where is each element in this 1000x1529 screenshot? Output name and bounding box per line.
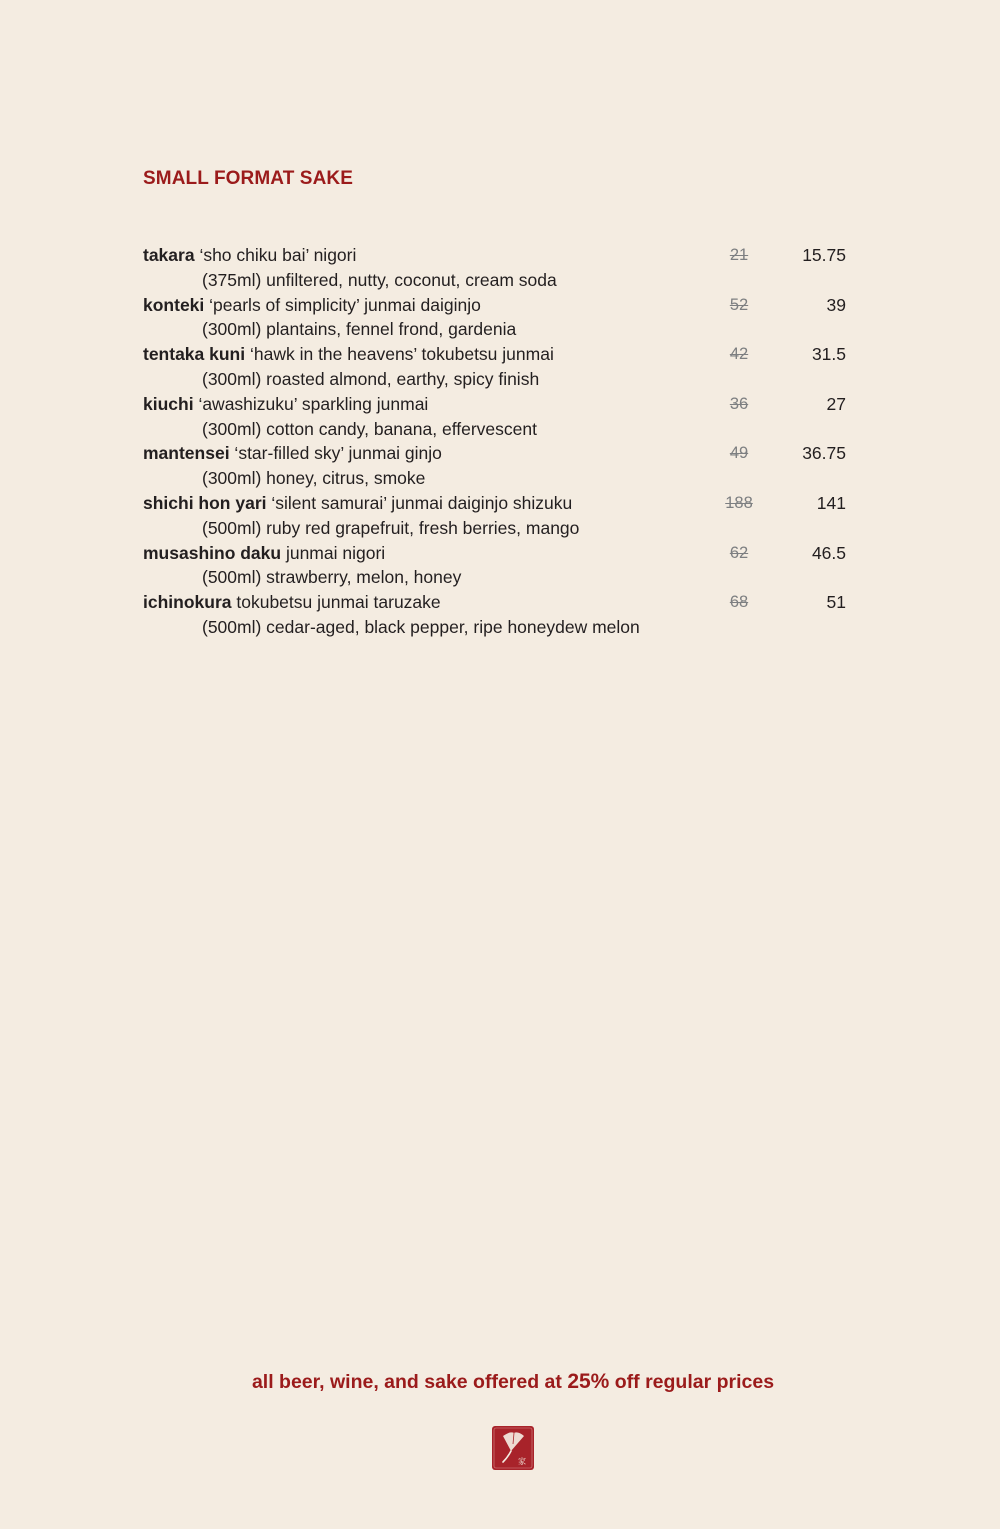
sake-description: (500ml) ruby red grapefruit, fresh berries, mango bbox=[202, 517, 580, 538]
sake-name: kiuchi bbox=[143, 393, 194, 414]
sake-description: (500ml) strawberry, melon, honey bbox=[202, 567, 462, 588]
sake-description: (300ml) honey, citrus, smoke bbox=[202, 468, 426, 489]
discount-note-lead: all beer, wine, and sake offered at bbox=[251, 1371, 568, 1393]
ginkgo-leaf-seal-icon bbox=[490, 1424, 536, 1472]
sake-name: mantensei bbox=[143, 443, 230, 464]
regular-price: 188 bbox=[725, 493, 753, 512]
sake-name: takara bbox=[143, 245, 195, 265]
regular-price: 49 bbox=[729, 444, 749, 463]
discount-note bbox=[0, 1370, 1000, 1394]
discount-price: 27 bbox=[826, 393, 846, 414]
discount-price: 46.5 bbox=[811, 542, 846, 563]
sake-description: (500ml) cedar-aged, black pepper, ripe honeydew melon bbox=[202, 616, 640, 637]
discount-price: 141 bbox=[816, 492, 846, 513]
discount-price: 15.75 bbox=[802, 245, 846, 265]
discount-price: 31.5 bbox=[811, 344, 846, 365]
discount-percent: 25% bbox=[567, 1370, 610, 1393]
menu-item-tentaka-kuni bbox=[143, 342, 853, 392]
menu-item-shichi-hon-yari bbox=[143, 491, 853, 541]
sake-style: ‘star-filled sky’ junmai ginjo bbox=[229, 443, 442, 464]
discount-price: 36.75 bbox=[802, 443, 846, 464]
regular-price: 68 bbox=[729, 593, 749, 612]
discount-price: 51 bbox=[826, 592, 846, 613]
sake-menu-list bbox=[143, 243, 853, 640]
discount-price: 39 bbox=[826, 294, 846, 315]
sake-style: ‘sho chiku bai’ nigori bbox=[194, 245, 357, 265]
sake-style: ‘hawk in the heavens’ tokubetsu junmai bbox=[245, 344, 554, 365]
menu-item-mantensei bbox=[143, 441, 853, 491]
sake-name: shichi hon yari bbox=[143, 492, 267, 513]
regular-price: 52 bbox=[729, 295, 749, 314]
regular-price: 21 bbox=[729, 246, 749, 264]
sake-name: ichinokura bbox=[143, 592, 232, 613]
sake-style: tokubetsu junmai taruzake bbox=[231, 592, 441, 613]
regular-price: 42 bbox=[729, 345, 749, 364]
sake-name: konteki bbox=[143, 294, 205, 315]
menu-item-takara bbox=[143, 243, 853, 293]
menu-item-musashino-daku bbox=[143, 541, 853, 591]
seal-glyph: 家 bbox=[518, 1457, 526, 1466]
menu-item-konteki bbox=[143, 293, 853, 343]
sake-description: (300ml) roasted almond, earthy, spicy finish bbox=[202, 368, 540, 389]
sake-style: ‘pearls of simplicity’ junmai daiginjo bbox=[204, 294, 481, 315]
sake-name: tentaka kuni bbox=[143, 344, 246, 365]
discount-note-tail: off regular prices bbox=[609, 1371, 775, 1393]
sake-style: junmai nigori bbox=[281, 542, 386, 563]
menu-item-ichinokura bbox=[143, 590, 853, 640]
regular-price: 62 bbox=[729, 543, 749, 562]
sake-style: ‘silent samurai’ junmai daiginjo shizuku bbox=[266, 492, 573, 513]
sake-description: (300ml) plantains, fennel frond, gardenia bbox=[202, 319, 517, 340]
sake-name: musashino daku bbox=[143, 542, 282, 563]
page-title: SMALL FORMAT SAKE bbox=[143, 168, 353, 189]
sake-description: (375ml) unfiltered, nutty, coconut, cream soda bbox=[202, 269, 557, 290]
sake-style: ‘awashizuku’ sparkling junmai bbox=[193, 393, 429, 414]
sake-description: (300ml) cotton candy, banana, effervescent bbox=[202, 418, 537, 439]
regular-price: 36 bbox=[729, 394, 749, 413]
menu-item-kiuchi bbox=[143, 392, 853, 442]
